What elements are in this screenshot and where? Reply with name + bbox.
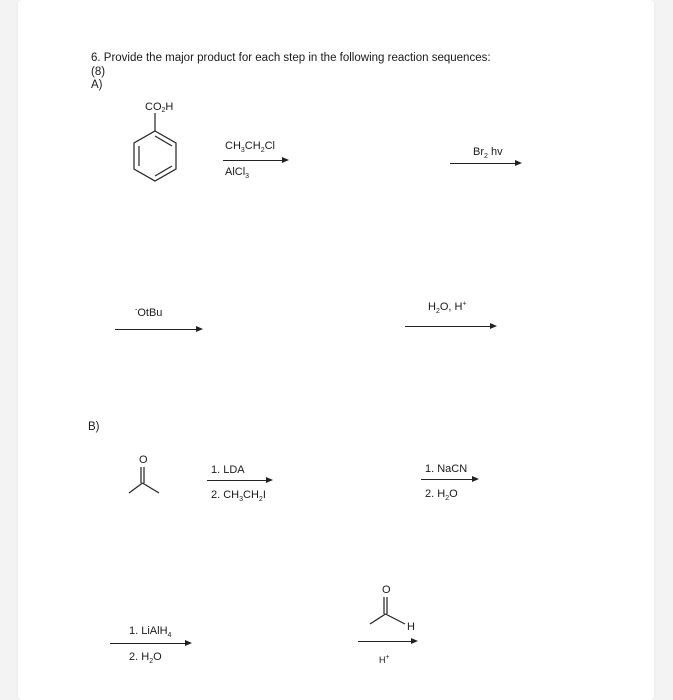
a-step3-reagent: -OtBu	[135, 306, 163, 319]
benzoic-acid-structure	[118, 95, 198, 195]
part-b-label: B)	[88, 421, 100, 433]
a-step3-arrow	[115, 329, 201, 330]
b-step1-arrow	[207, 480, 271, 481]
aldehyde-structure	[368, 580, 428, 640]
b-step3-arrow	[110, 643, 190, 644]
worksheet-page	[18, 0, 654, 700]
b-step2-line1: 1. NaCN	[425, 463, 468, 475]
b-step1-line1: 1. LDA	[211, 464, 245, 476]
question-points: (8)	[91, 66, 106, 78]
b-step2-arrow	[421, 479, 477, 480]
b-step4-arrow	[358, 641, 416, 642]
carboxyl-label: CO2H	[145, 101, 174, 114]
ketone-oxygen-label: O	[139, 454, 148, 466]
part-a-label: A)	[91, 79, 103, 91]
a-step1-reagent-bottom: AlCl$_3$	[225, 166, 250, 181]
b-step3-line2: 2. $H_2O$	[129, 651, 162, 666]
a-step2-arrow	[450, 163, 520, 164]
b-step2-line2: 2. $H_2O$	[425, 488, 458, 503]
aldehyde-h-label: H	[407, 621, 415, 633]
a-step1-arrow	[223, 160, 287, 161]
b-step3-line1: 1. LiAlH$_4$	[129, 625, 172, 640]
acetone-structure	[123, 448, 183, 508]
question-title: 6. Provide the major product for each step in the following reaction sequences:	[91, 52, 491, 64]
b-step4-reagent: H+	[379, 654, 390, 665]
b-step1-line2: 2. $CH_3CH_2I$	[211, 489, 266, 504]
a-step4-reagent: $H_2O$, H+	[428, 300, 467, 316]
a-step2-reagent: $Br_2$ hv	[473, 146, 503, 161]
aldehyde-oxygen-label: O	[382, 584, 391, 596]
a-step1-reagent-top: $CH_3CH_2Cl$	[225, 140, 275, 155]
a-step4-arrow	[405, 326, 495, 327]
